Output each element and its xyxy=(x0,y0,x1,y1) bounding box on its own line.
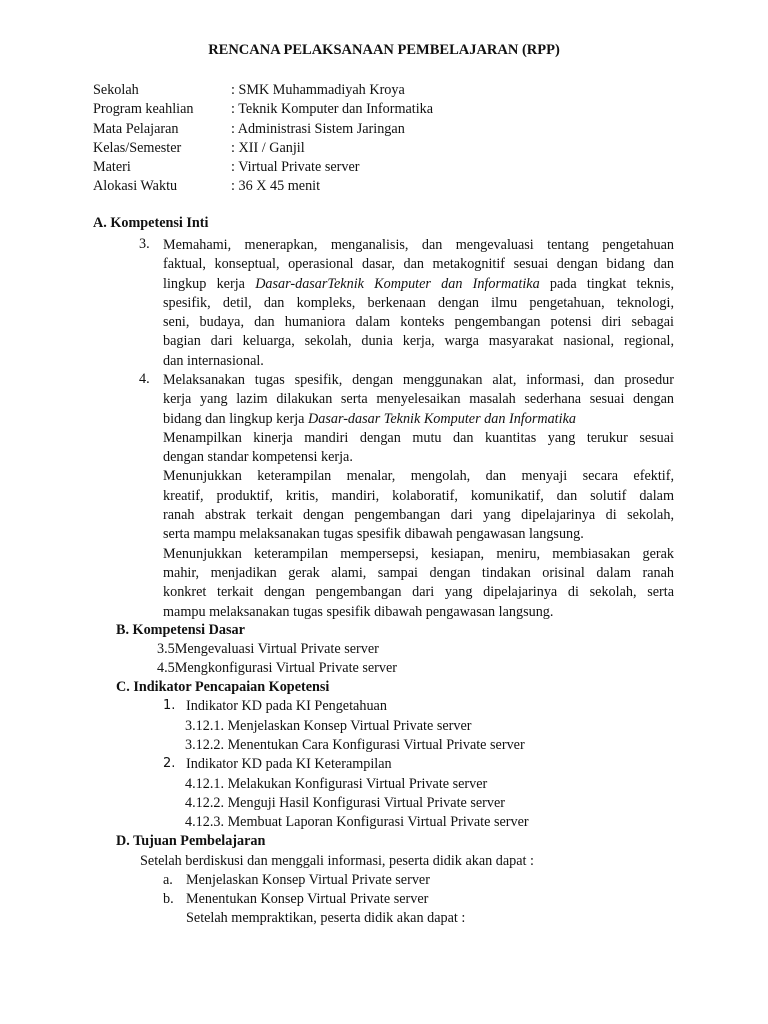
identity-row xyxy=(93,81,433,100)
ki4-line: Melaksanakan tugas spesifik, dengan menggunakan alat, informasi, dan prosedur xyxy=(163,372,674,388)
indicator-group-number: 1. xyxy=(163,698,176,713)
indicator-group-label: Indikator KD pada KI Pengetahuan xyxy=(186,698,387,714)
section-c-heading: C. Indikator Pencapaian Kopetensi xyxy=(116,679,330,695)
ki4-number: 4. xyxy=(139,371,150,387)
ki3-line: seni, budaya, dan humaniora dalam konteks pengembangan potensi diri sebagai xyxy=(163,314,674,331)
ki4-line: Menampilkan kinerja mandiri dengan mutu dan kuantitas yang terukur sesuai xyxy=(163,429,674,446)
ki4-text: bidang dan lingkup kerja xyxy=(163,410,308,427)
ki3-line xyxy=(163,275,674,294)
objective-outro: Setelah mempraktikan, peserta didik akan dapat : xyxy=(186,910,466,926)
identity-row xyxy=(93,120,433,139)
identity-row xyxy=(93,177,433,196)
objective-item: Menentukan Konsep Virtual Private server xyxy=(186,891,429,907)
ki4-line: ranah abstrak terkait dengan pengembangan dari yang dipelajarinya di sekolah, xyxy=(163,507,674,524)
indicator-item: 4.12.1. Melakukan Konfigurasi Virtual Private server xyxy=(185,776,488,792)
ki4-line: serta mampu melaksanakan tugas spesifik dibawah pengawasan langsung. xyxy=(163,526,584,543)
kd-item: 4.5Mengkonfigurasi Virtual Private server xyxy=(157,660,398,676)
identity-label: Program keahlian xyxy=(93,101,194,118)
identity-label: Alokasi Waktu xyxy=(93,178,178,195)
kd-item: 3.5Mengevaluasi Virtual Private server xyxy=(157,641,379,657)
ki3-line: bagian dari keluarga, sekolah, dunia kerja, warga masyarakat nasional, regional, xyxy=(163,333,674,350)
ki3-number: 3. xyxy=(139,236,150,252)
indicator-item: 3.12.2. Menentukan Cara Konfigurasi Virtual Private server xyxy=(185,737,525,753)
ki4-line: dengan standar kompetensi kerja. xyxy=(163,449,353,466)
identity-value: : SMK Muhammadiyah Kroya xyxy=(231,82,405,98)
ki4-paragraph xyxy=(163,371,674,622)
indicator-group-number: 2. xyxy=(163,756,176,771)
ki4-line: mahir, menjadikan gerak alami, sampai dengan tindakan orisinal dalam ranah xyxy=(163,564,674,581)
identity-label: Mata Pelajaran xyxy=(93,120,179,137)
document-title: RENCANA PELAKSANAAN PEMBELAJARAN (RPP) xyxy=(208,42,560,58)
identity-label: Sekolah xyxy=(93,82,139,98)
ki4-line: konkret terkait dengan pengembangan dari yang dipelajarinya di sekolah, serta xyxy=(163,584,674,601)
indicator-item: 3.12.1. Menjelaskan Konsep Virtual Private server xyxy=(185,718,472,734)
identity-value: : XII / Ganjil xyxy=(231,139,305,156)
ki3-line: faktual, konseptual, operasional dasar, dan metakognitif sesuai dengan bidang dan xyxy=(163,256,674,273)
identity-value: : Teknik Komputer dan Informatika xyxy=(231,101,434,118)
indicator-group-label: Indikator KD pada KI Keterampilan xyxy=(186,756,392,772)
ki4-line xyxy=(163,410,674,429)
ki3-line: spesifik, detil, dan kompleks, berkenaan dengan ilmu pengetahuan, teknologi, xyxy=(163,294,674,311)
objective-item: Menjelaskan Konsep Virtual Private server xyxy=(186,872,430,888)
ki4-line: mampu melaksanakan tugas spesifik dibawah pengawasan langsung. xyxy=(163,603,554,620)
ki3-line: dan internasional. xyxy=(163,352,264,369)
ki4-line: kreatif, produktif, kritis, mandiri, kolaboratif, komunikatif, dan solutif dalam xyxy=(163,487,674,504)
objective-marker: b. xyxy=(163,891,174,907)
ki3-paragraph xyxy=(163,236,674,371)
identity-row xyxy=(93,158,433,177)
indicator-item: 4.12.3. Membuat Laporan Konfigurasi Virtual Private server xyxy=(185,814,529,830)
ki3-italic-program: Dasar-dasarTeknik Komputer dan Informatika xyxy=(255,275,540,292)
section-d-heading: D. Tujuan Pembelajaran xyxy=(116,833,266,849)
section-b-heading: B. Kompetensi Dasar xyxy=(116,622,245,638)
ki3-text: lingkup kerja xyxy=(163,275,256,292)
identity-row xyxy=(93,139,433,158)
objective-intro: Setelah berdiskusi dan menggali informasi, peserta didik akan dapat : xyxy=(140,853,534,869)
ki3-line: Memahami, menerapkan, menganalisis, dan mengevaluasi tentang pengetahuan xyxy=(163,237,674,253)
ki4-line: Menunjukkan keterampilan mempersepsi, kesiapan, meniru, membiasakan gerak xyxy=(163,545,674,562)
identity-label: Kelas/Semester xyxy=(93,139,182,156)
indicator-item: 4.12.2. Menguji Hasil Konfigurasi Virtual Private server xyxy=(185,795,506,811)
section-a-heading: A. Kompetensi Inti xyxy=(93,215,209,231)
identity-row xyxy=(93,100,433,119)
identity-label: Materi xyxy=(93,159,131,176)
identity-value: : Administrasi Sistem Jaringan xyxy=(231,120,405,137)
ki4-line: kerja yang lazim dilakukan serta menyelesaikan masalah sederhana sesuai dengan xyxy=(163,391,674,408)
objective-marker: a. xyxy=(163,872,173,888)
identity-table xyxy=(93,81,433,197)
identity-value: : Virtual Private server xyxy=(231,159,360,176)
ki3-text: pada tingkat teknis, xyxy=(539,275,674,292)
ki4-italic-program: Dasar-dasar Teknik Komputer dan Informatika xyxy=(308,410,576,427)
identity-value: : 36 X 45 menit xyxy=(231,178,321,195)
ki4-line: Menunjukkan keterampilan menalar, mengolah, dan menyaji secara efektif, xyxy=(163,468,674,485)
